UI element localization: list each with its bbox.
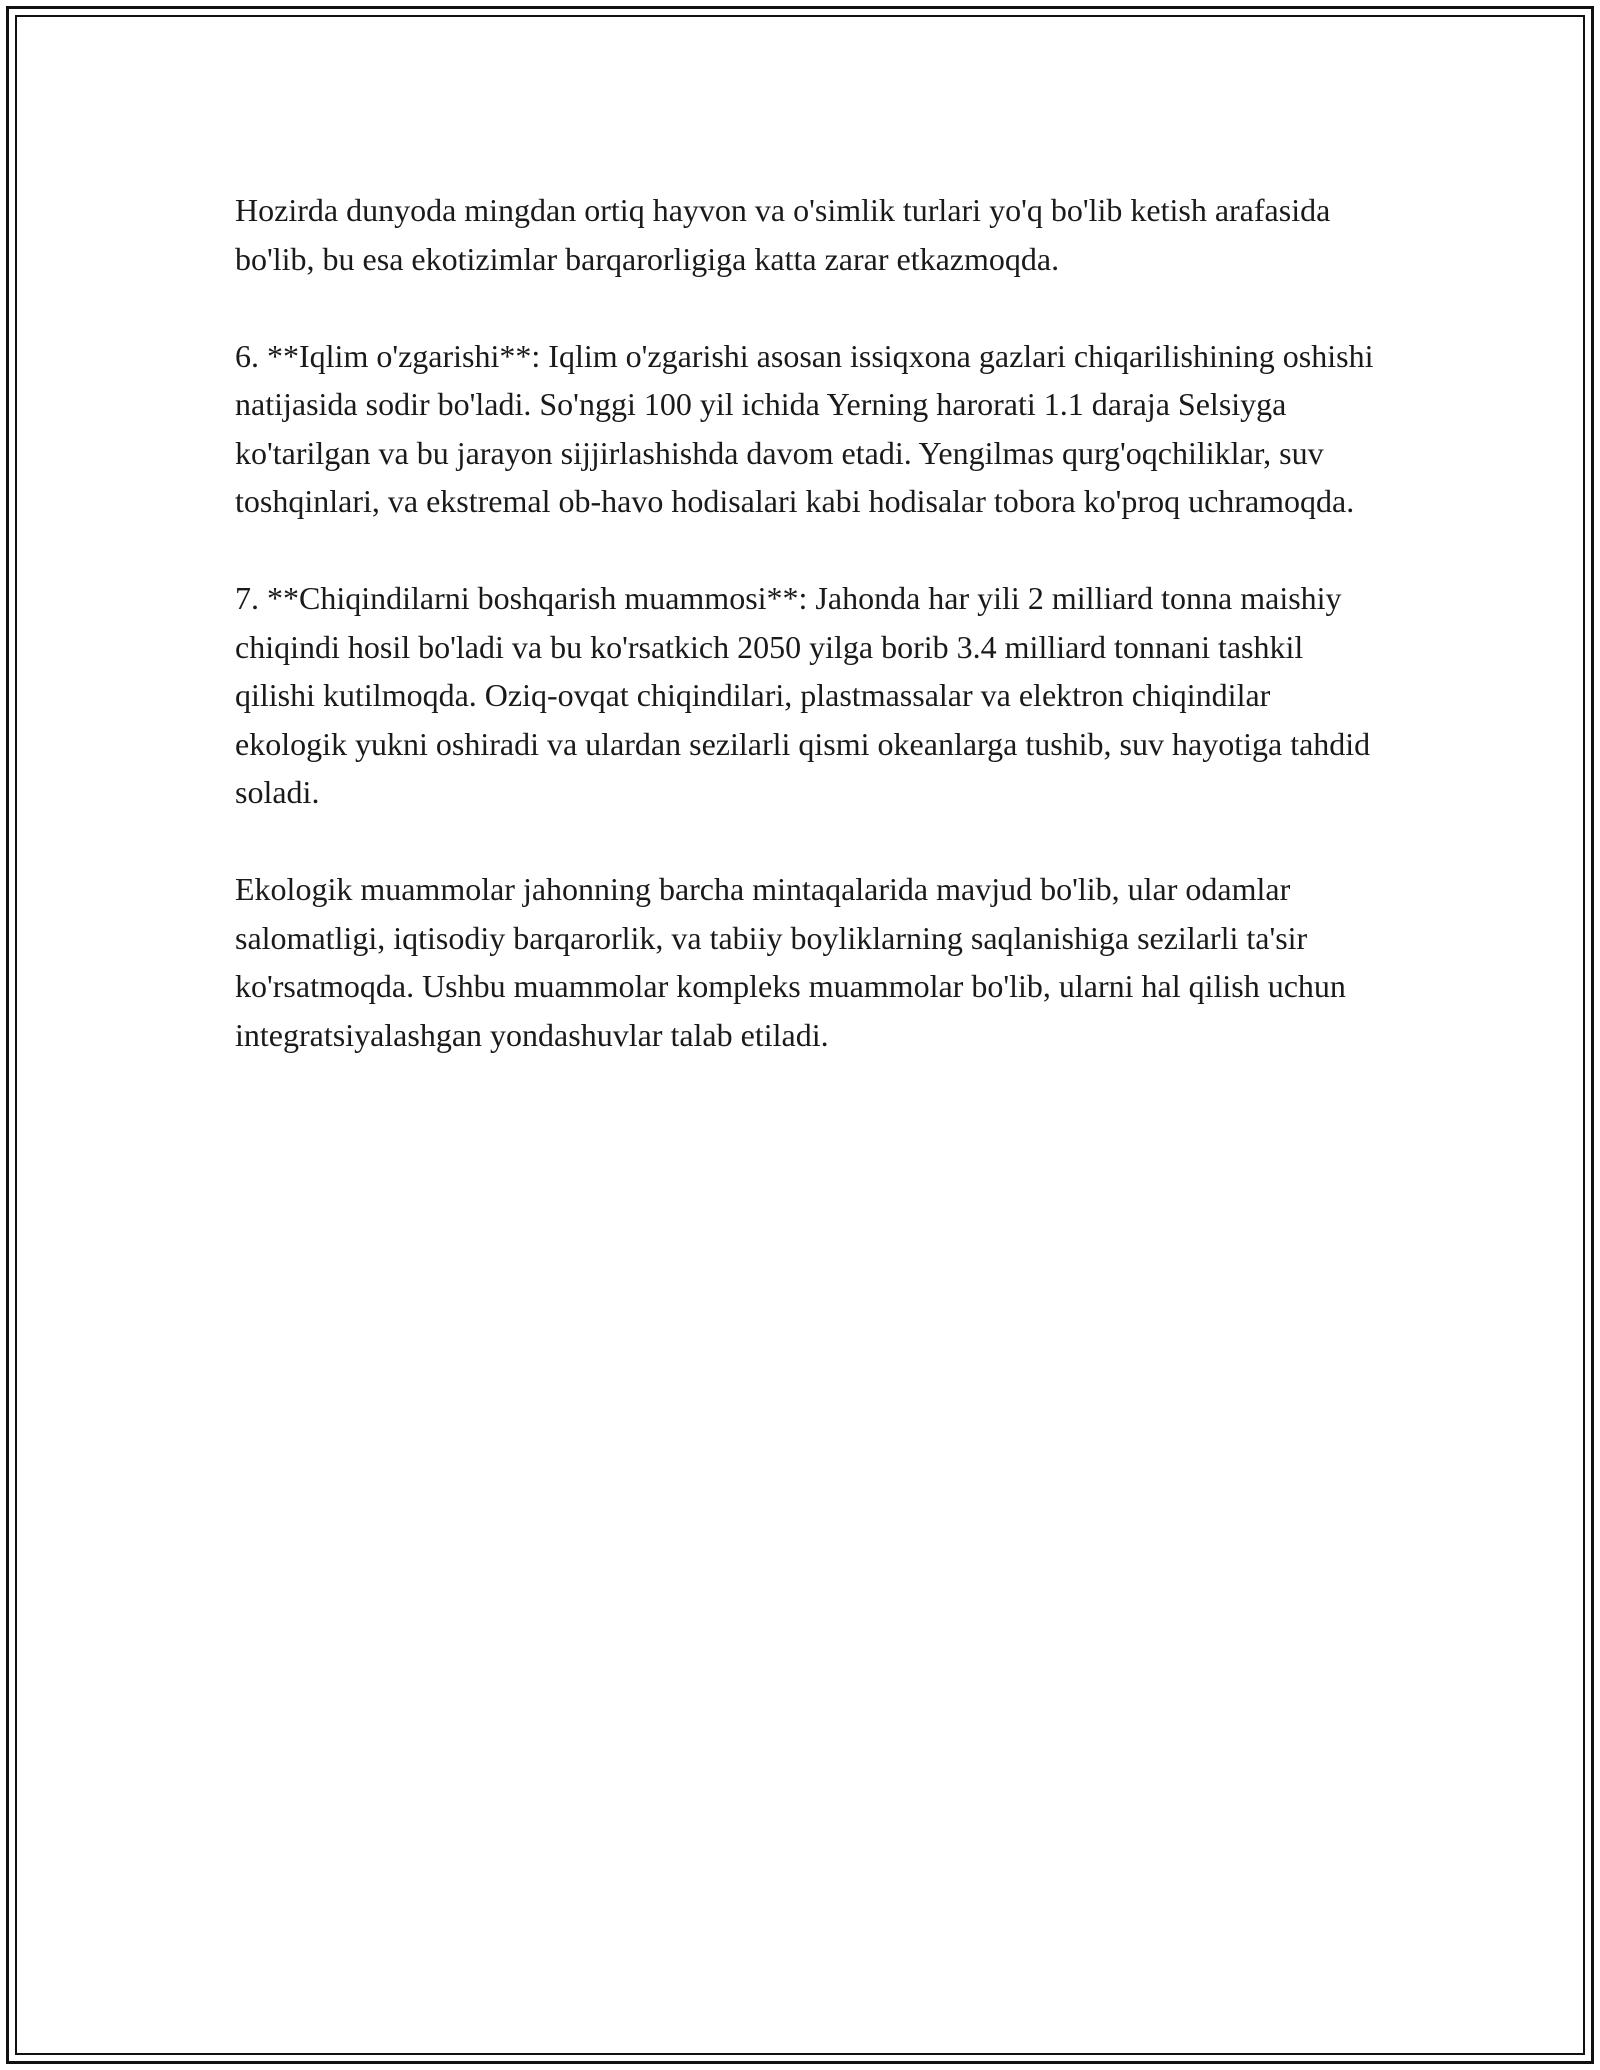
document-body <box>235 186 1375 1108</box>
paragraph-waste-management: 7. **Chiqindilarni boshqarish muammosi**: Jahonda har yili 2 milliard tonna maishiy chiqindi hosil bo'ladi va bu ko'rsatkich 2050 yilga borib 3.4 milliard tonnani tashkil qilishi kutilmoqda. Oziq-ovqat chiqindilari, plastmassalar va elektron chiqindilar ekologik yukni oshiradi va ulardan sezilarli qismi okeanlarga tushib, suv hayotiga tahdid soladi. <box>235 580 1371 810</box>
paragraph-climate-change: 6. **Iqlim o'zgarishi**: Iqlim o'zgarishi asosan issiqxona gazlari chiqarilishining oshishi natijasida sodir bo'ladi. So'nggi 100 yil ichida Yerning harorati 1.1 daraja Selsiyga ko'tarilgan va bu jarayon sijjirlashishda davom etadi. Yengilmas qurg'oqchiliklar, suv toshqinlari, va ekstremal ob-havo hodisalari kabi hodisalar tobora ko'proq uchramoqda. <box>235 337 1374 519</box>
paragraph-conclusion: Ekologik muammolar jahonning barcha mintaqalarida mavjud bo'lib, ular odamlar salomatligi, iqtisodiy barqarorlik, va tabiiy boyliklarning saqlanishiga sezilarli ta'sir ko'rsatmoqda. Ushbu muammolar kompleks muammolar bo'lib, ularni hal qilish uchun integratsiyalashgan yondashuvlar talab etiladi. <box>235 871 1346 1053</box>
paragraph-extinction-intro: Hozirda dunyoda mingdan ortiq hayvon va o'simlik turlari yo'q bo'lib ketish arafasida bo'lib, bu esa ekotizimlar barqarorligiga katta zarar etkazmoqda. <box>235 192 1331 277</box>
